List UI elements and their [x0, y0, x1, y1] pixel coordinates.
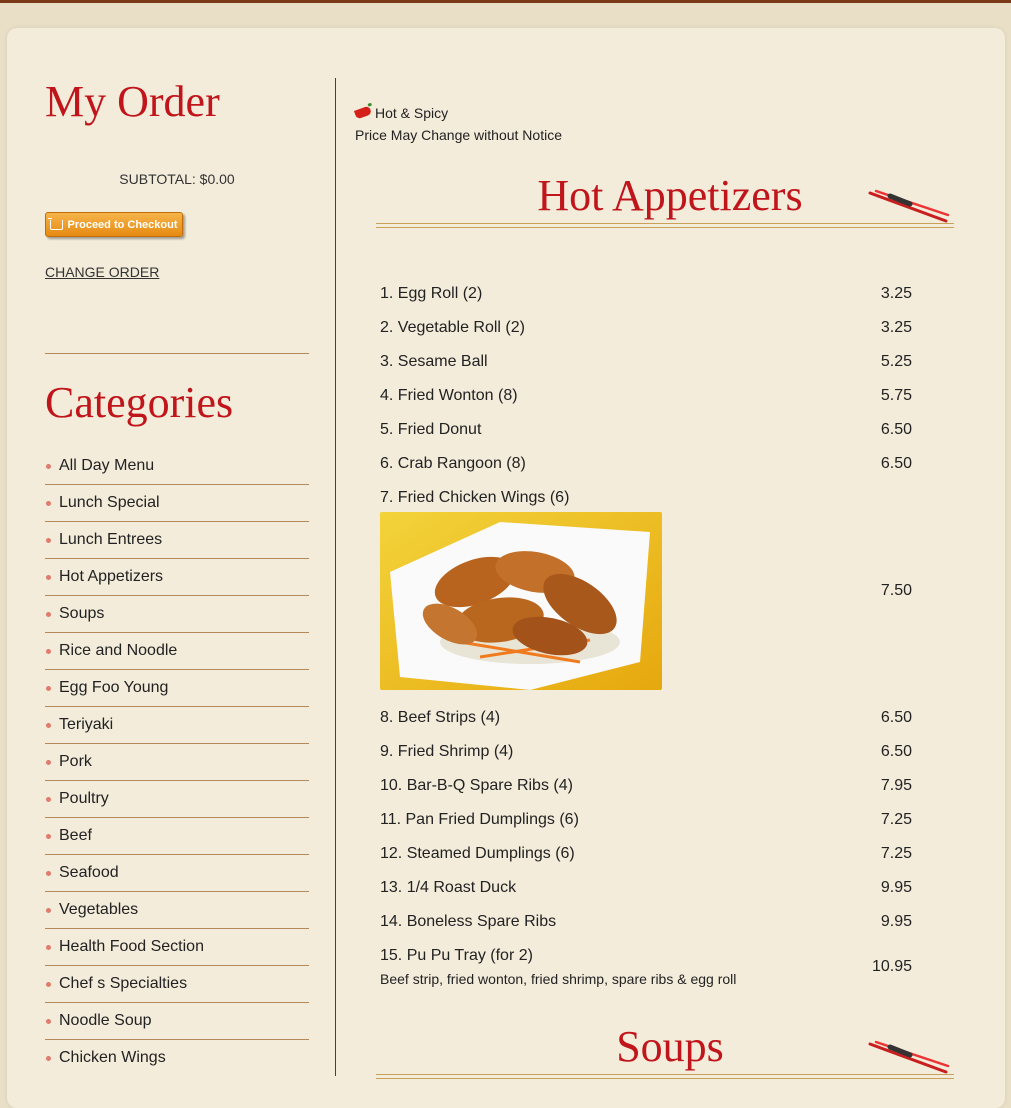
- category-label: Pork: [59, 753, 92, 770]
- menu-legend: [355, 102, 562, 146]
- menu-item[interactable]: [380, 845, 912, 863]
- bullet-icon: [46, 982, 51, 987]
- category-list: [45, 448, 309, 1076]
- hot-spicy-label: Hot & Spicy: [375, 105, 449, 121]
- bullet-icon: [46, 760, 51, 765]
- menu-item[interactable]: [380, 421, 912, 439]
- category-item-teriyaki[interactable]: [45, 707, 309, 744]
- left-divider: [45, 353, 309, 354]
- item-name: 8. Beef Strips (4): [380, 709, 501, 726]
- category-item-all-day-menu[interactable]: [45, 448, 309, 485]
- item-name: 15. Pu Pu Tray (for 2): [380, 947, 533, 964]
- bullet-icon: [46, 945, 51, 950]
- category-item-rice-and-noodle[interactable]: [45, 633, 309, 670]
- item-name: 4. Fried Wonton (8): [380, 387, 518, 404]
- item-name: 3. Sesame Ball: [380, 353, 488, 370]
- item-price: 6.50: [880, 421, 912, 438]
- category-label: Health Food Section: [59, 938, 204, 955]
- bullet-icon: [46, 575, 51, 580]
- bullet-icon: [46, 538, 51, 543]
- menu-item[interactable]: [380, 319, 912, 337]
- item-name: 11. Pan Fried Dumplings (6): [380, 811, 579, 828]
- bullet-icon: [46, 723, 51, 728]
- category-label: Egg Foo Young: [59, 679, 169, 696]
- menu-item[interactable]: [380, 913, 912, 931]
- item-price: 7.25: [880, 811, 912, 828]
- category-label: Soups: [59, 605, 105, 622]
- item-name: 1. Egg Roll (2): [380, 285, 483, 302]
- item-name: 5. Fried Donut: [380, 421, 482, 438]
- proceed-to-checkout-button[interactable]: [45, 212, 183, 237]
- category-label: Lunch Special: [59, 494, 160, 511]
- item-name: 6. Crab Rangoon (8): [380, 455, 526, 472]
- category-item-chicken-wings[interactable]: [45, 1040, 309, 1076]
- category-label: Seafood: [59, 864, 119, 881]
- menu-item[interactable]: [380, 353, 912, 371]
- category-item-soups[interactable]: [45, 596, 309, 633]
- item-price: 6.50: [880, 709, 912, 726]
- item-name: 14. Boneless Spare Ribs: [380, 913, 557, 930]
- item-name: 9. Fried Shrimp (4): [380, 743, 514, 760]
- item-price: 9.95: [880, 913, 912, 930]
- category-item-hot-appetizers[interactable]: [45, 559, 309, 596]
- top-border: [0, 0, 1011, 3]
- item-name: 13. 1/4 Roast Duck: [380, 879, 517, 896]
- bullet-icon: [46, 834, 51, 839]
- category-item-egg-foo-young[interactable]: [45, 670, 309, 707]
- bullet-icon: [46, 612, 51, 617]
- section-title-hot-appetizers: Hot Appetizers: [537, 171, 803, 220]
- category-label: Teriyaki: [59, 716, 114, 733]
- category-item-beef[interactable]: [45, 818, 309, 855]
- bullet-icon: [46, 501, 51, 506]
- section-title-soups: Soups: [616, 1022, 724, 1071]
- category-item-chefs-specialties[interactable]: [45, 966, 309, 1003]
- chili-pepper-icon: [354, 106, 372, 120]
- item-price: 3.25: [880, 319, 912, 336]
- chopsticks-icon: [866, 1039, 950, 1075]
- category-item-lunch-entrees[interactable]: [45, 522, 309, 559]
- category-item-seafood[interactable]: [45, 855, 309, 892]
- categories-heading: Categories: [45, 378, 234, 427]
- menu-item[interactable]: [380, 489, 912, 507]
- category-label: Vegetables: [59, 901, 139, 918]
- menu-item[interactable]: [380, 777, 912, 795]
- item-name: 12. Steamed Dumplings (6): [380, 845, 575, 862]
- item-price: 7.25: [880, 845, 912, 862]
- category-label: All Day Menu: [59, 457, 155, 474]
- item-price: 5.75: [880, 387, 912, 404]
- item-price: 6.50: [880, 743, 912, 760]
- chicken-wings-photo: [380, 512, 662, 690]
- cart-icon: [50, 220, 63, 230]
- category-item-health-food-section[interactable]: [45, 929, 309, 966]
- menu-item[interactable]: [380, 455, 912, 473]
- category-label: Rice and Noodle: [59, 642, 178, 659]
- menu-item-price-row[interactable]: [380, 958, 912, 976]
- item-price: 6.50: [880, 455, 912, 472]
- bullet-icon: [46, 797, 51, 802]
- price-notice: Price May Change without Notice: [355, 127, 562, 143]
- category-label: Noodle Soup: [59, 1012, 152, 1029]
- bullet-icon: [46, 464, 51, 469]
- category-item-poultry[interactable]: [45, 781, 309, 818]
- item-name: 7. Fried Chicken Wings (6): [380, 489, 570, 506]
- bullet-icon: [46, 1019, 51, 1024]
- bullet-icon: [46, 871, 51, 876]
- category-item-lunch-special[interactable]: [45, 485, 309, 522]
- my-order-heading: My Order: [45, 77, 220, 126]
- item-description: Beef strip, fried wonton, fried shrimp, spare ribs & egg roll: [380, 971, 737, 987]
- category-item-vegetables[interactable]: [45, 892, 309, 929]
- category-label: Poultry: [59, 790, 109, 807]
- change-order-link[interactable]: CHANGE ORDER: [45, 264, 160, 280]
- bullet-icon: [46, 649, 51, 654]
- bullet-icon: [46, 686, 51, 691]
- category-label: Chicken Wings: [59, 1049, 166, 1066]
- item-price: 10.95: [871, 958, 912, 975]
- category-item-noodle-soup[interactable]: [45, 1003, 309, 1040]
- category-label: Beef: [59, 827, 92, 844]
- menu-item[interactable]: [380, 387, 912, 405]
- bullet-icon: [46, 1056, 51, 1061]
- category-label: Lunch Entrees: [59, 531, 163, 548]
- item-price: 5.25: [880, 353, 912, 370]
- item-name: 10. Bar-B-Q Spare Ribs (4): [380, 777, 573, 794]
- item-price: 3.25: [880, 285, 912, 302]
- item-name: 2. Vegetable Roll (2): [380, 319, 525, 336]
- item-price: 9.95: [880, 879, 912, 896]
- menu-item[interactable]: [380, 285, 912, 303]
- column-divider: [335, 78, 336, 1076]
- menu-item[interactable]: [380, 811, 912, 829]
- menu-item-price-row[interactable]: [380, 582, 912, 600]
- category-item-pork[interactable]: [45, 744, 309, 781]
- checkout-label: Proceed to Checkout: [67, 218, 178, 231]
- category-label: Hot Appetizers: [59, 568, 164, 585]
- menu-item[interactable]: [380, 743, 912, 761]
- item-price: 7.50: [880, 582, 912, 599]
- menu-item[interactable]: [380, 879, 912, 897]
- menu-item[interactable]: [380, 709, 912, 727]
- item-price: 7.95: [880, 777, 912, 794]
- subtotal-text: SUBTOTAL: $0.00: [119, 171, 235, 187]
- chopsticks-icon: [866, 188, 950, 224]
- category-label: Chef s Specialties: [59, 975, 188, 992]
- bullet-icon: [46, 908, 51, 913]
